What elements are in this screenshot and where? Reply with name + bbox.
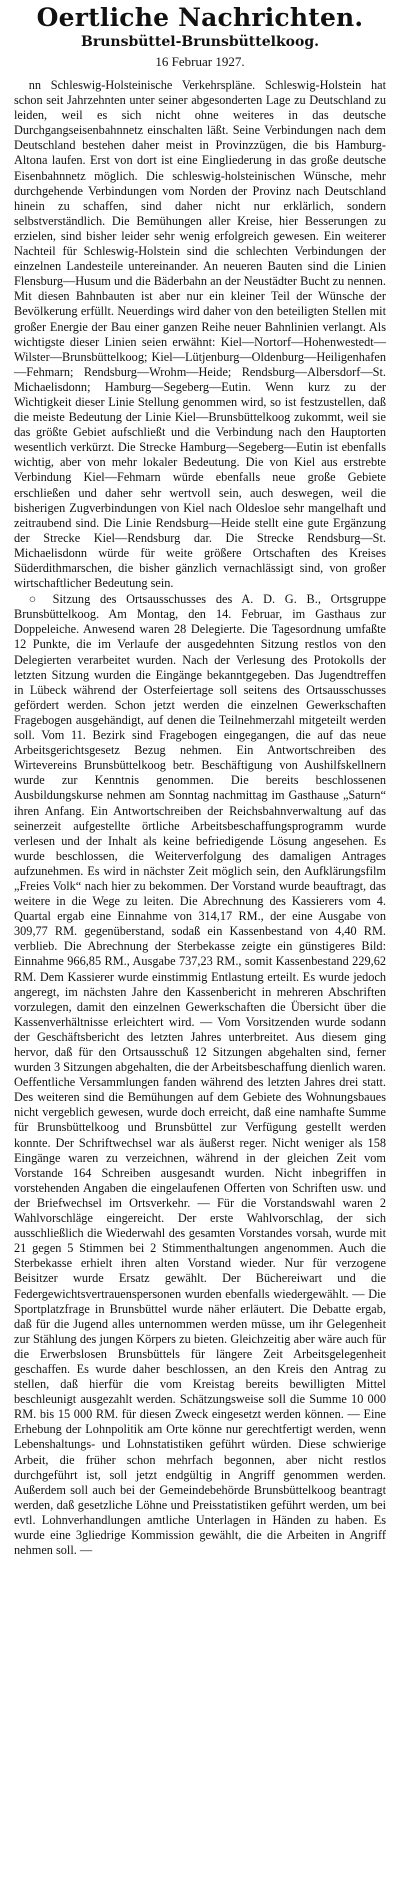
article-verkehrsplaene: nn Schleswig-Holsteinische Verkehrspläne. Schleswig-Holstein hat schon seit Jahrzehnten unter seiner abgesonderten Lage zu Deutschland zu leiden, weil es sich nicht ohne weiteres in das deutsche Durchgangseisenbahnnetz einschalten läßt. Seine Verbindungen nach dem Deutschland bestehen daher meist in Provinzzügen, die bis Hamburg-Altona laufen. Erst von dort ist eine Eingliederung in das große deutsche Eisenbahnnetz möglich. Die schleswig-holsteinischen Wünsche, mehr durchgehende Verbindungen vom Norden der Provinz nach Deutschland hinein zu schaffen, sind daher nicht nur erklärlich, sondern selbstverständlich. Die Bemühungen aller Kreise, hier Besserungen zu erzielen, sind bisher leider sehr wenig erfolgreich gewesen. Ein weiterer Nachteil für Schleswig-Holstein sind die schlechten Verbindungen der einzelnen Landesteile untereinander. An neueren Bauten sind die Linien Flensburg—Husum und die Bäderbahn an der Neustädter Bucht zu nennen. Mit diesen Bahnbauten ist aber nur ein kleiner Teil der Wünsche der Bevölkerung erfüllt. Neuerdings wird daher von den beteiligten Stellen mit großer Energie der Bau einer ganzen Reihe neuer Bahnlinien verlangt. Als wichtigste dieser Linien seien erwähnt: Kiel—Nortorf—Hohenwestedt—Wilster—Brunsbüttelkoog; Kiel—Lütjenburg—Oldenburg—Heiligenhafen—Fehmarn; Rendsburg—Wrohm—Heide; Rendsburg—Albersdorf—St. Michaelisdonn; Hamburg—Segeberg—Eutin. Wenn kurz zu der Wichtigkeit dieser Linie Stellung genommen wird, so ist festzustellen, daß die meiste Bedeutung der Linie Kiel—Brunsbüttelkoog zukommt, weil sie das größte Gebiet aufschließt und die Verbindung nach den Hauptorten wesentlich verkürzt. Die Strecke Hamburg—Segeberg—Eutin ist ebenfalls wichtig, aber von mehr lokaler Bedeutung. Die von Kiel aus erstrebte Verbindung Kiel—Fehmarn würde ebenfalls neue große Gebiete erschließen und daher sehr wertvoll sein, auch deswegen, weil die bisherigen Zugverbindungen von Kiel nach Oldesloe sehr mangelhaft und zeitraubend sind. Die Linie Rendsburg—Heide stellt eine gute Ergänzung der Strecke Kiel—Rendsburg dar. Die Strecke Rendsburg—St. Michaelisdonn würde für weite größere Ortschaften des Kreises Süderdithmarschen, die bisher gänzlich vernachlässigt sind, von großer wirtschaftlicher Bedeutung sein. — [14, 78, 386, 591]
section-masthead: Oertliche Nachrichten. — [36, 3, 364, 32]
dateline: 16 Februar 1927. — [155, 54, 245, 69]
article-ortsausschuss-sitzung: ○ Sitzung des Ortsausschusses des A. D. G. B., Ortsgruppe Brunsbüttelkoog. Am Montag, den 14. Februar, im Gasthaus zur Doppeleiche. Anwesend waren 28 Delegierte. Die Tagesordnung umfaßte 12 Punkte, die im Verlaufe der ausgedehnten Sitzung restlos von den Delegierten verarbeitet wurden. Nach der Verlesung des Protokolls der letzten Sitzung wurden die Eingänge bekanntgegeben. Das Jugendtreffen in Lübeck während der Osterfeiertage soll seitens des Ortsausschusses gefördert werden. Schon jetzt werden die einzelnen Gewerkschaften Fragebogen ausgehändigt, auf denen die Teilnehmerzahl mitgeteilt werden soll. Vom 11. Bezirk sind Fragebogen eingegangen, die auf das neue Arbeitsgerichtsgesetz Bezug nehmen. Ein Antwortschreiben des Wirtevereins Brunsbüttelkoog betr. Beschäftigung von Aushilfskellnern wurde zur Kenntnis genommen. Die bereits beschlossenen Ausbildungskurse nehmen am Sonntag nachmittag im Gasthause „Saturn“ ihren Anfang. Ein Antwortschreiben der Reichsbahnverwaltung auf das seinerzeit aufgestellte örtliche Arbeitsbeschaffungsprogramm wurde verlesen und der Inhalt als keine befriedigende Lösung angesehen. Es wurde beschlossen, die Weiterverfolgung des damaligen Antrages aufzunehmen. Es wird in nächster Zeit möglich sein, den Aufklärungsfilm „Freies Volk“ nach hier zu bekommen. Der Vorstand wurde beauftragt, das weitere in die Wege zu leiten. Die Abrechnung des Kassierers vom 4. Quartal ergab eine Einnahme von 314,17 RM., der eine Ausgabe von 309,77 RM. gegenüberstand, sodaß ein Kassenbestand von 4,40 RM. verblieb. Die Abrechnung der Sterbekasse zeigte ein günstigeres Bild: Einnahme 966,85 RM., Ausgabe 737,23 RM., somit Kassenbestand 229,62 RM. Dem Kassierer wurde einstimmig Entlastung erteilt. Es wurde jedoch angeregt, im nächsten Jahre den Kassenbericht in mehreren Abschriften vorzulegen, damit den einzelnen Gewerkschaften die Übersicht über die Kassenverhältnisse erleichtert wird. — Vom Vorsitzenden wurde sodann der Geschäftsbericht des letzten Jahres unterbreitet. Aus diesem ging hervor, daß für den Ortsausschuß 12 Sitzungen abgehalten sind, ferner wurden 3 Sitzungen abgehalten, die der Arbeitsbeschaffung dienlich waren. Oeffentliche Versammlungen fanden während des letzten Jahres drei statt. Des weiteren sind die Bemühungen auf dem Gebiete des Wohnungsbaues nicht vergeblich gewesen, wurde doch erreicht, daß eine namhafte Summe für Brunsbüttelkoog und Brunsbüttel zur Verfügung gestellt werden konnte. Der Schriftwechsel war als äußerst reger. Nicht weniger als 158 Eingänge waren zu verzeichnen, während in der gleichen Zeit vom Vorstande 164 Schreiben ausgesandt wurden. Nicht inbegriffen in vorstehenden Angaben die eingelaufenen Offerten von Schriften usw. und der Briefwechsel im Ortsverkehr. — Für die Vorstandswahl waren 2 Wahlvorschläge eingereicht. Der erste Wahlvorschlag, der sich ausschließlich die Wiederwahl des gesamten Vorstandes vorsah, wurde mit 21 gegen 5 Stimmen bei 2 Stimmenthaltungen angenommen. Auch die Sterbekasse erhielt ihren alten Vorstand wieder. Nur für verzogene Beisitzer wurde Ersatz gewählt. Der Büchereiwart und die Federgewichtsvertrauenspersonen wurden ebenfalls wiedergewählt. — Die Sportplatzfrage in Brunsbüttel wurde näher erläutert. Die Debatte ergab, daß für die Jugend alles unternommen werden müsse, um ihr Gelegenheit zur Stählung des jungen Körpers zu bieten. Gleichzeitig aber wäre auch für die Erwerbslosen Brunsbüttels für längere Zeit Arbeitsgelegenheit geschaffen. Es wurde daher beschlossen, an den Kreis den Antrag zu stellen, daß hierfür die vom Kreistag bereits bewilligten Mittel beschleunigt ausgezahlt werden. Schätzungsweise soll die Summe 10 000 RM. bis 15 000 RM. für diesen Zweck eingesetzt werden können. — Eine Erhebung der Lohnpolitik am Orte könne nur gerechtfertigt werden, wenn Lebenshaltungs- und Lohnstatistiken geführt würden. Diese schwierige Arbeit, die früher schon mehrfach begonnen, aber nicht restlos durchgeführt ist, soll jetzt endgültig in Angriff genommen werden. Außerdem soll auch bei der Gemeindebehörde Brunsbüttelkoog beantragt werden, daß gesetzliche Löhne und Preisstatistiken geführt werden, um bei evtl. Lohnverhandlungen amtliche Unterlagen in Händen zu haben. Es wurde eine 3gliedrige Kommission gewählt, die die Arbeiten in Angriff nehmen soll. — — [14, 592, 386, 1558]
location-heading: Brunsbüttel-Brunsbüttelkoog. — [81, 34, 319, 50]
